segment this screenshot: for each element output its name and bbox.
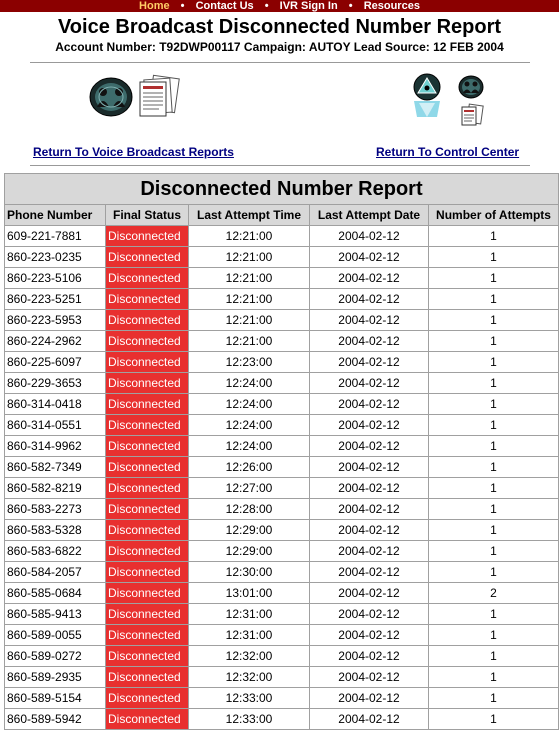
last-attempt-date-cell: 2004-02-12 (310, 583, 429, 604)
table-row (5, 247, 559, 268)
table-row (5, 562, 559, 583)
table-body (5, 226, 559, 730)
number-of-attempts-cell: 1 (429, 289, 559, 310)
report-documents-icon[interactable] (137, 73, 181, 124)
nav-separator: • (180, 0, 185, 12)
final-status-cell: Disconnected (106, 247, 189, 268)
phone-number-cell: 860-314-0418 (5, 394, 106, 415)
final-status-cell: Disconnected (106, 352, 189, 373)
column-header-last-attempt-time: Last Attempt Time (189, 205, 310, 226)
table-row (5, 394, 559, 415)
final-status-cell: Disconnected (106, 289, 189, 310)
report-caption: Disconnected Number Report (5, 174, 559, 205)
table-row (5, 688, 559, 709)
column-header-last-attempt-date: Last Attempt Date (310, 205, 429, 226)
page-title: Voice Broadcast Disconnected Number Report (57, 16, 502, 38)
top-nav (0, 0, 559, 12)
final-status-cell: Disconnected (106, 268, 189, 289)
final-status-cell: Disconnected (106, 583, 189, 604)
number-of-attempts-cell: 1 (429, 394, 559, 415)
number-of-attempts-cell: 1 (429, 268, 559, 289)
number-of-attempts-cell: 1 (429, 415, 559, 436)
column-header-final-status: Final Status (106, 205, 189, 226)
phone-number-cell: 860-223-5106 (5, 268, 106, 289)
column-header-phone-number: Phone Number (5, 205, 106, 226)
last-attempt-date-cell: 2004-02-12 (310, 373, 429, 394)
nav-separator: • (264, 0, 269, 12)
last-attempt-time-cell: 12:32:00 (189, 667, 310, 688)
last-attempt-date-cell: 2004-02-12 (310, 625, 429, 646)
last-attempt-time-cell: 12:24:00 (189, 394, 310, 415)
last-attempt-time-cell: 12:21:00 (189, 310, 310, 331)
last-attempt-date-cell: 2004-02-12 (310, 247, 429, 268)
final-status-cell: Disconnected (106, 436, 189, 457)
number-of-attempts-cell: 2 (429, 583, 559, 604)
phone-number-cell: 860-589-0272 (5, 646, 106, 667)
number-of-attempts-cell: 1 (429, 331, 559, 352)
last-attempt-date-cell: 2004-02-12 (310, 310, 429, 331)
table-header-row (5, 205, 559, 226)
phone-number-cell: 860-589-0055 (5, 625, 106, 646)
final-status-cell: Disconnected (106, 709, 189, 730)
people-circle-icon[interactable] (89, 77, 133, 122)
nav-resources[interactable]: Resources (363, 0, 420, 12)
last-attempt-time-cell: 12:21:00 (189, 247, 310, 268)
last-attempt-time-cell: 13:01:00 (189, 583, 310, 604)
disconnected-number-report-table (4, 173, 559, 730)
last-attempt-time-cell: 12:31:00 (189, 604, 310, 625)
last-attempt-time-cell: 12:33:00 (189, 709, 310, 730)
final-status-cell: Disconnected (106, 667, 189, 688)
table-row (5, 604, 559, 625)
phone-number-cell: 860-583-2273 (5, 499, 106, 520)
control-center-icon[interactable] (409, 73, 445, 128)
last-attempt-time-cell: 12:33:00 (189, 688, 310, 709)
last-attempt-time-cell: 12:30:00 (189, 562, 310, 583)
number-of-attempts-cell: 1 (429, 499, 559, 520)
last-attempt-date-cell: 2004-02-12 (310, 331, 429, 352)
column-header-number-of-attempts: Number of Attempts (429, 205, 559, 226)
final-status-cell: Disconnected (106, 331, 189, 352)
table-row (5, 478, 559, 499)
final-status-cell: Disconnected (106, 499, 189, 520)
number-of-attempts-cell: 1 (429, 478, 559, 499)
last-attempt-date-cell: 2004-02-12 (310, 352, 429, 373)
return-to-voice-broadcast-reports-link[interactable]: Return To Voice Broadcast Reports (33, 145, 234, 159)
nav-home[interactable]: Home (139, 0, 170, 12)
last-attempt-date-cell: 2004-02-12 (310, 226, 429, 247)
final-status-cell: Disconnected (106, 520, 189, 541)
number-of-attempts-cell: 1 (429, 520, 559, 541)
number-of-attempts-cell: 1 (429, 541, 559, 562)
bottom-divider (30, 165, 530, 166)
phone-number-cell: 860-223-5953 (5, 310, 106, 331)
last-attempt-time-cell: 12:21:00 (189, 331, 310, 352)
last-attempt-date-cell: 2004-02-12 (310, 604, 429, 625)
last-attempt-date-cell: 2004-02-12 (310, 436, 429, 457)
table-row (5, 289, 559, 310)
last-attempt-date-cell: 2004-02-12 (310, 667, 429, 688)
last-attempt-time-cell: 12:26:00 (189, 457, 310, 478)
final-status-cell: Disconnected (106, 310, 189, 331)
last-attempt-date-cell: 2004-02-12 (310, 478, 429, 499)
last-attempt-time-cell: 12:24:00 (189, 415, 310, 436)
table-row (5, 457, 559, 478)
last-attempt-time-cell: 12:32:00 (189, 646, 310, 667)
final-status-cell: Disconnected (106, 688, 189, 709)
number-of-attempts-cell: 1 (429, 646, 559, 667)
final-status-cell: Disconnected (106, 394, 189, 415)
table-row (5, 415, 559, 436)
phone-number-cell: 860-582-7349 (5, 457, 106, 478)
last-attempt-time-cell: 12:21:00 (189, 226, 310, 247)
number-of-attempts-cell: 1 (429, 667, 559, 688)
number-of-attempts-cell: 1 (429, 709, 559, 730)
phone-number-cell: 860-223-0235 (5, 247, 106, 268)
table-row (5, 268, 559, 289)
icon-row (0, 63, 559, 145)
phone-number-cell: 860-589-2935 (5, 667, 106, 688)
table-row (5, 310, 559, 331)
phone-number-cell: 860-585-9413 (5, 604, 106, 625)
table-row (5, 352, 559, 373)
last-attempt-date-cell: 2004-02-12 (310, 541, 429, 562)
nav-separator: • (348, 0, 353, 12)
final-status-cell: Disconnected (106, 646, 189, 667)
last-attempt-time-cell: 12:28:00 (189, 499, 310, 520)
last-attempt-time-cell: 12:27:00 (189, 478, 310, 499)
table-row (5, 226, 559, 247)
last-attempt-date-cell: 2004-02-12 (310, 457, 429, 478)
last-attempt-time-cell: 12:31:00 (189, 625, 310, 646)
table-row (5, 541, 559, 562)
final-status-cell: Disconnected (106, 604, 189, 625)
table-row (5, 436, 559, 457)
last-attempt-date-cell: 2004-02-12 (310, 499, 429, 520)
account-info: Account Number: T92DWP00117 Campaign: AUTOY Lead Source: 12 FEB 2004 (55, 40, 504, 54)
number-of-attempts-cell: 1 (429, 457, 559, 478)
final-status-cell: Disconnected (106, 562, 189, 583)
table-row (5, 331, 559, 352)
last-attempt-time-cell: 12:29:00 (189, 541, 310, 562)
number-of-attempts-cell: 1 (429, 373, 559, 394)
number-of-attempts-cell: 1 (429, 247, 559, 268)
phone-number-cell: 860-589-5942 (5, 709, 106, 730)
table-row (5, 667, 559, 688)
last-attempt-date-cell: 2004-02-12 (310, 268, 429, 289)
last-attempt-time-cell: 12:21:00 (189, 289, 310, 310)
phone-number-cell: 860-229-3653 (5, 373, 106, 394)
number-of-attempts-cell: 1 (429, 688, 559, 709)
nav-links (0, 145, 559, 165)
phone-number-cell: 860-585-0684 (5, 583, 106, 604)
phone-number-cell: 860-314-0551 (5, 415, 106, 436)
table-row (5, 625, 559, 646)
phone-number-cell: 609-221-7881 (5, 226, 106, 247)
last-attempt-time-cell: 12:29:00 (189, 520, 310, 541)
phone-number-cell: 860-583-5328 (5, 520, 106, 541)
number-of-attempts-cell: 1 (429, 604, 559, 625)
final-status-cell: Disconnected (106, 541, 189, 562)
phone-number-cell: 860-582-8219 (5, 478, 106, 499)
nav-contact-us[interactable]: Contact Us (195, 0, 254, 12)
number-of-attempts-cell: 1 (429, 625, 559, 646)
phone-number-cell: 860-583-6822 (5, 541, 106, 562)
number-of-attempts-cell: 1 (429, 226, 559, 247)
phone-number-cell: 860-314-9962 (5, 436, 106, 457)
number-of-attempts-cell: 1 (429, 310, 559, 331)
table-row (5, 373, 559, 394)
last-attempt-time-cell: 12:24:00 (189, 436, 310, 457)
last-attempt-date-cell: 2004-02-12 (310, 709, 429, 730)
phone-number-cell: 860-223-5251 (5, 289, 106, 310)
final-status-cell: Disconnected (106, 226, 189, 247)
phone-number-cell: 860-224-2962 (5, 331, 106, 352)
last-attempt-date-cell: 2004-02-12 (310, 394, 429, 415)
people-circle-icon[interactable] (458, 75, 484, 104)
last-attempt-date-cell: 2004-02-12 (310, 562, 429, 583)
table-row (5, 709, 559, 730)
last-attempt-date-cell: 2004-02-12 (310, 646, 429, 667)
phone-number-cell: 860-225-6097 (5, 352, 106, 373)
last-attempt-date-cell: 2004-02-12 (310, 415, 429, 436)
documents-icon[interactable] (460, 103, 484, 132)
number-of-attempts-cell: 1 (429, 436, 559, 457)
table-row (5, 499, 559, 520)
last-attempt-date-cell: 2004-02-12 (310, 289, 429, 310)
number-of-attempts-cell: 1 (429, 562, 559, 583)
table-row (5, 646, 559, 667)
table-row (5, 583, 559, 604)
last-attempt-time-cell: 12:23:00 (189, 352, 310, 373)
table-row (5, 520, 559, 541)
last-attempt-time-cell: 12:24:00 (189, 373, 310, 394)
nav-ivr-sign-in[interactable]: IVR Sign In (279, 0, 338, 12)
number-of-attempts-cell: 1 (429, 352, 559, 373)
phone-number-cell: 860-584-2057 (5, 562, 106, 583)
return-to-control-center-link[interactable]: Return To Control Center (376, 145, 520, 159)
final-status-cell: Disconnected (106, 457, 189, 478)
final-status-cell: Disconnected (106, 478, 189, 499)
final-status-cell: Disconnected (106, 415, 189, 436)
last-attempt-time-cell: 12:21:00 (189, 268, 310, 289)
final-status-cell: Disconnected (106, 625, 189, 646)
final-status-cell: Disconnected (106, 373, 189, 394)
last-attempt-date-cell: 2004-02-12 (310, 688, 429, 709)
last-attempt-date-cell: 2004-02-12 (310, 520, 429, 541)
phone-number-cell: 860-589-5154 (5, 688, 106, 709)
